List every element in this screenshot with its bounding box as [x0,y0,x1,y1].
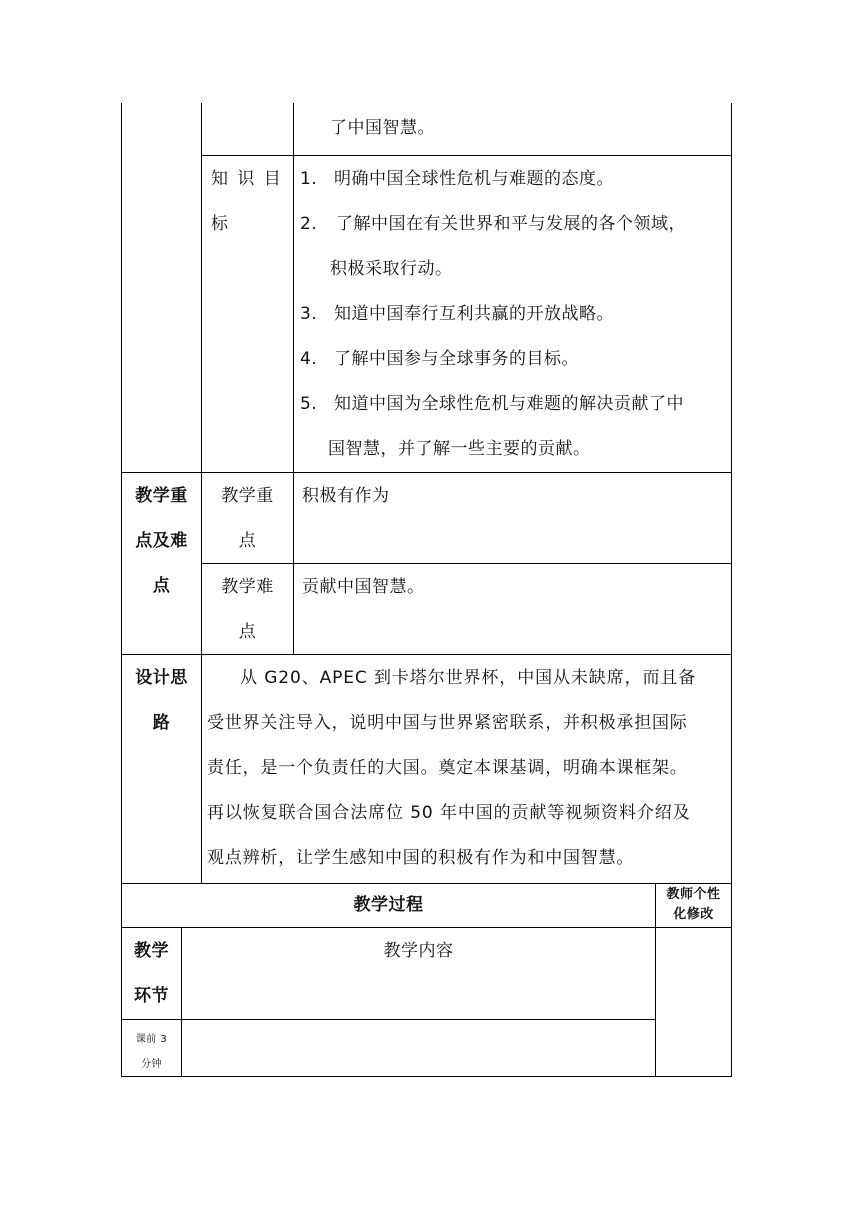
process-stage-row-divider [121,1019,656,1020]
difficulty-label-line: 教学难 [221,577,274,597]
knowledge-item-text: 了解中国在有关世界和平与发展的各个领域， [336,214,686,234]
knowledge-item-num: 3. [300,304,318,324]
process-table-bottom-border [121,1076,732,1077]
upper-table-col2-divider-top [293,103,294,472]
design-text-line: 从 G20、APEC 到卡塔尔世界杯，中国从未缺席，而且备 [240,668,697,688]
knowledge-label-line2: 标 [211,214,229,234]
knowledge-item-text: 明确中国全球性危机与难题的态度。 [334,169,614,189]
knowledge-item-text: 知道中国为全球性危机与难题的解决贡献了中 [334,394,684,414]
content-column-header: 教学内容 [383,941,454,961]
knowledge-item-text: 知道中国奉行互利共赢的开放战略。 [334,304,614,324]
stage1-label-line: 分钟 [141,1059,162,1070]
stage-column-header-line: 环节 [134,986,169,1006]
teacher-column-header-line: 化修改 [673,907,714,922]
stage-column-header-line: 教学 [134,941,169,961]
keypoints-label-line: 点及难 [135,531,188,551]
design-text-line: 观点辨析，让学生感知中国的积极有作为和中国智慧。 [207,848,635,868]
knowledge-item-num: 5. [300,394,318,414]
process-header-bottom [121,927,732,928]
row-divider-difficulty [201,563,732,564]
top-row-content: 了中国智慧。 [330,118,435,138]
process-table-right-border [731,883,732,1077]
row-divider-keypoints [121,472,732,473]
teacher-column-header-line: 教师个性 [666,887,721,902]
knowledge-label-line1: 知 识 目 [211,169,283,189]
knowledge-item-text: 积极采取行动。 [330,259,453,279]
design-text-line: 再以恢复联合国合法席位 50 年中国的贡献等视频资料介绍及 [207,803,691,823]
process-title: 教学过程 [353,895,424,915]
keypoints-label-line: 教学重 [135,486,188,506]
difficulty-label-line: 点 [238,622,257,642]
knowledge-item-num: 4. [300,349,318,369]
focus-label-line: 点 [238,531,257,551]
knowledge-item-num: 2. [300,214,318,234]
design-label-line: 路 [152,713,171,733]
design-text-line: 受世界关注导入，说明中国与世界紧密联系，并积极承担国际 [207,713,688,733]
focus-content: 积极有作为 [302,486,390,506]
focus-label-line: 教学重 [221,486,274,506]
upper-table-right-border [731,103,732,883]
difficulty-content: 贡献中国智慧。 [302,577,425,597]
process-table-top-border [121,883,732,884]
stage1-label-line: 课前 3 [135,1034,168,1045]
design-text-line: 责任，是一个负责任的大国。奠定本课基调，明确本课框架。 [207,758,688,778]
knowledge-item-text: 国智慧，并了解一些主要的贡献。 [328,439,591,459]
row-divider-design [121,654,732,655]
keypoints-label-line: 点 [152,576,171,596]
row-divider-knowledge [201,155,732,156]
design-label-line: 设计思 [135,668,188,688]
knowledge-item-num: 1. [300,169,318,189]
knowledge-item-text: 了解中国参与全球事务的目标。 [334,349,579,369]
